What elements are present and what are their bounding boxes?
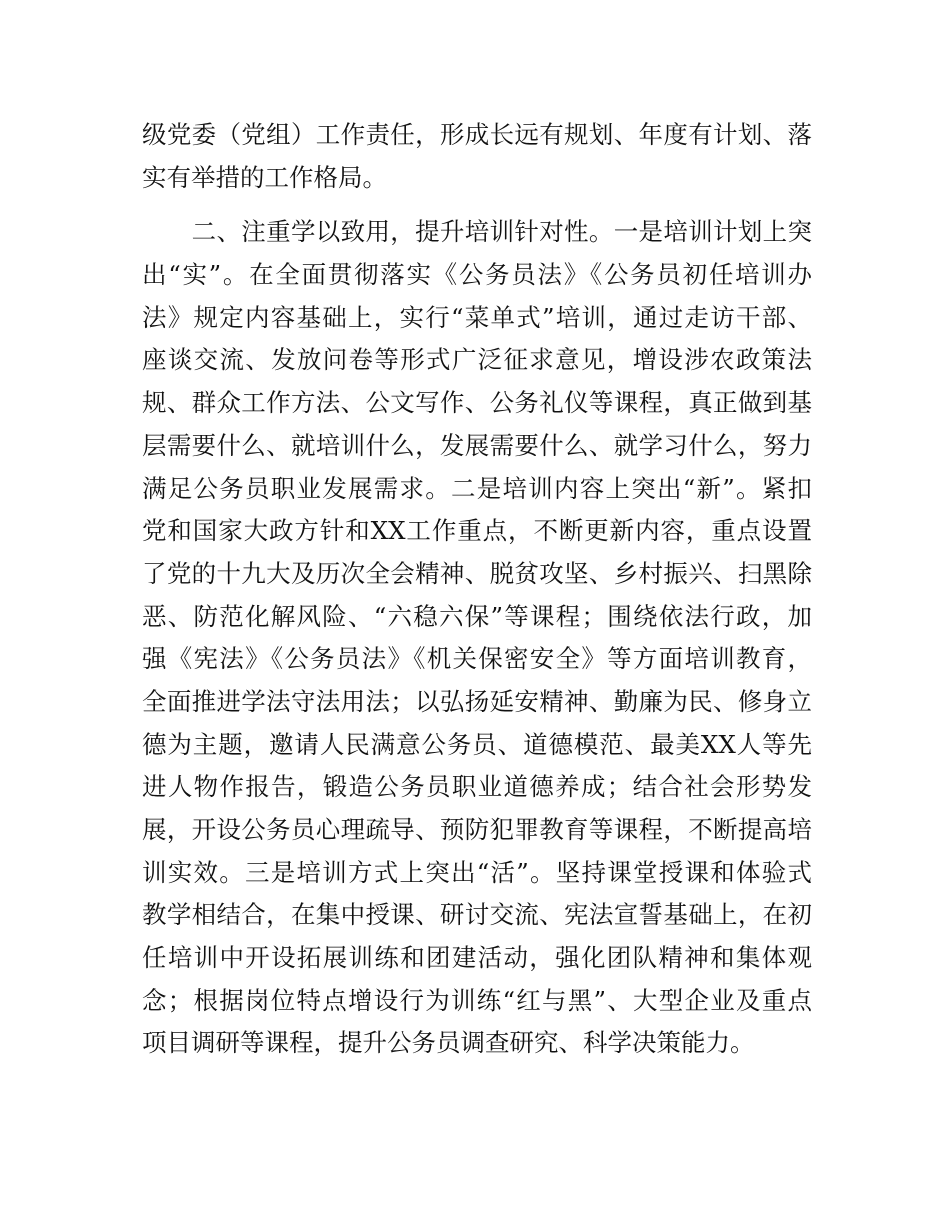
text-line: 强《宪法》《公务员法》《机关保密安全》等方面培训教育， [142, 644, 812, 674]
text-line: 党和国家大政方针和XX工作重点，不断更新内容，重点设置 [142, 516, 812, 546]
text-line: 了党的十九大及历次全会精神、脱贫攻坚、乡村振兴、扫黑除 [142, 558, 812, 588]
text-line: 教学相结合，在集中授课、研讨交流、宪法宣誓基础上，在初 [142, 900, 812, 930]
text-line: 规、群众工作方法、公文写作、公务礼仪等课程，真正做到基 [142, 388, 812, 418]
text-line: 进人物作报告，锻造公务员职业道德养成；结合社会形势发 [142, 772, 812, 802]
paragraph-gap [142, 199, 812, 211]
text-line: 全面推进学法守法用法；以弘扬延安精神、勤廉为民、修身立 [142, 686, 812, 716]
text-line: 级党委（党组）工作责任，形成长远有规划、年度有计划、落 [142, 120, 812, 149]
text-line: 实有举措的工作格局。 [142, 162, 387, 192]
text-line: 座谈交流、发放问卷等形式广泛征求意见，增设涉农政策法 [142, 345, 812, 375]
text-line: 德为主题，邀请人民满意公务员、道德模范、最美XX人等先 [142, 729, 812, 759]
text-line: 出“实”。在全面贯彻落实《公务员法》《公务员初任培训办 [142, 260, 812, 290]
text-line: 满足公务员职业发展需求。二是培训内容上突出“新”。紧扣 [142, 473, 812, 503]
text-line: 法》规定内容基础上，实行“菜单式”培训，通过走访干部、 [142, 302, 812, 332]
paragraph-2 [142, 211, 812, 1065]
text-line: 层需要什么、就培训什么，发展需要什么、就学习什么，努力 [142, 430, 812, 460]
document-page [142, 114, 812, 1065]
text-line: 任培训中开设拓展训练和团建活动，强化团队精神和集体观 [142, 943, 812, 973]
text-line: 展，开设公务员心理疏导、预防犯罪教育等课程，不断提高培 [142, 815, 812, 844]
text-line: 二、注重学以致用，提升培训针对性。一是培训计划上突 [142, 217, 812, 247]
text-line: 项目调研等课程，提升公务员调查研究、科学决策能力。 [142, 1028, 755, 1058]
text-line: 恶、防范化解风险、“六稳六保”等课程；围绕依法行政，加 [142, 601, 812, 631]
text-line: 念；根据岗位特点增设行为训练“红与黑”、大型企业及重点 [142, 985, 812, 1015]
paragraph-1 [142, 114, 812, 199]
text-line: 训实效。三是培训方式上突出“活”。坚持课堂授课和体验式 [142, 857, 812, 887]
